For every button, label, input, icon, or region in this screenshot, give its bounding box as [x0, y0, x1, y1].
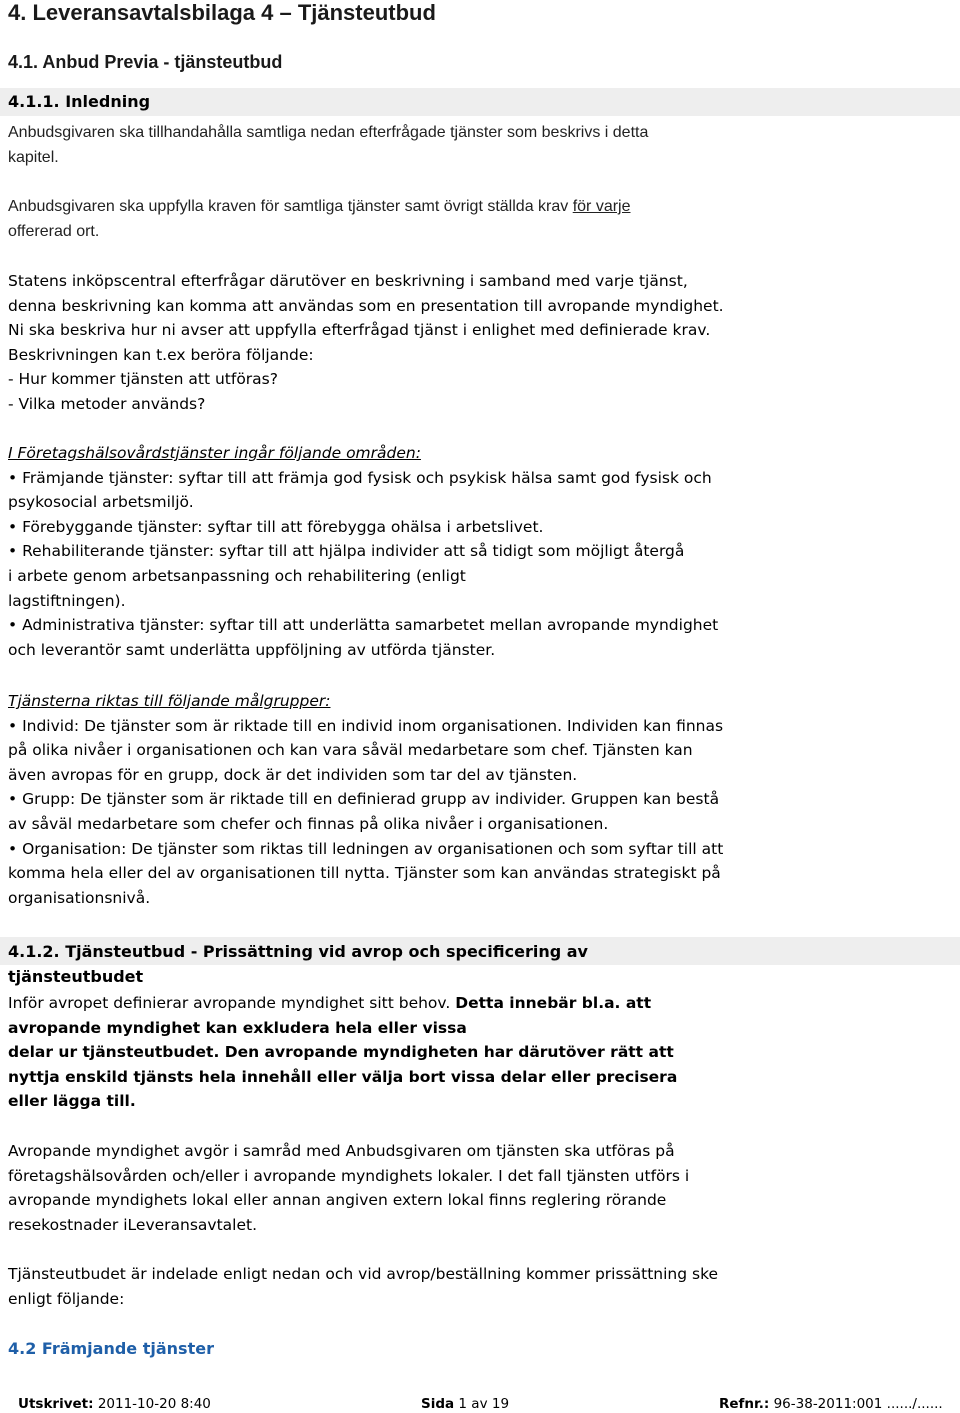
list-item: • Individ: De tjänster som är riktade till en individ inom organisationen. Individen kan finnas på olika nivåer i organisationen och kan vara såväl medarbetare som chef. Tjänsten kan även avropas för en grupp, dock är det individen som tar del av tjänsten. — [8, 716, 724, 784]
list-item: • Förebyggande tjänster: syftar till att förebygga ohälsa i arbetslivet. — [8, 517, 544, 536]
footer-page-value: 1 av 19 — [454, 1396, 510, 1412]
pricing-paragraph — [8, 991, 960, 1114]
services-list — [8, 441, 960, 662]
footer-printed-label: Utskrivet: — [18, 1396, 94, 1412]
list-item: • Främjande tjänster: syftar till att främja god fysisk och psykisk hälsa samt god fysisk och psykosocial arbetsmiljö. — [8, 468, 712, 512]
document-title: 4. Leveransavtalsbilaga 4 – Tjänsteutbud — [8, 0, 436, 25]
section-title: 4.1. Anbud Previa - tjänsteutbud — [8, 52, 283, 72]
requirement-text — [8, 195, 960, 220]
footer-ref-label: Refnr.: — [719, 1396, 770, 1412]
heading-411: 4.1.1. Inledning — [8, 92, 151, 111]
intro-text: Anbudsgivaren ska tillhandahålla samtliga nedan efterfrågade tjänster som beskrivs i detta kapitel. — [8, 124, 649, 166]
requirement-text-a: Anbudsgivaren ska uppfylla kraven för samtliga tjänster samt övrigt ställda krav — [8, 198, 573, 215]
pricing-text-bold-2: Den avropande myndigheten har därutöver rätt att nyttja enskild tjänsts hela innehåll eller välja bort vissa delar eller precisera eller lägga till. — [8, 1043, 678, 1111]
structure-paragraph — [8, 1262, 960, 1311]
requirement-text-underlined: för varje — [572, 198, 631, 215]
footer-printed-value: 2011-10-20 8:40 — [93, 1396, 211, 1412]
footer-page — [421, 1395, 509, 1413]
page-footer — [0, 1395, 960, 1413]
footer-page-label: Sida — [421, 1396, 455, 1412]
list-item: • Administrativa tjänster: syftar till att underlätta samarbetet mellan avropande myndighet och leverantör samt underlätta uppföljning av utförda tjänster. — [8, 616, 719, 659]
location-text: Avropande myndighet avgör i samråd med Anbudsgivaren om tjänsten ska utföras på företagshälsovården och/eller i avropande myndighets lokaler. I det fall tjänsten utförs i avropande myndighets lokal eller annan angiven extern lokal finns reglering rörande resekostnader iLeveransavtalet. — [8, 1142, 690, 1234]
list-item: • Grupp: De tjänster som är riktade till en definierad grupp av individer. Gruppen kan bestå av såväl medarbetare som chefer och finnas på olika nivåer i organisationen. — [8, 790, 720, 833]
heading-412: 4.1.2. Tjänsteutbud - Prissättning vid avrop och specificering av tjänsteutbudet — [8, 942, 588, 986]
requirement-text-b: offererad ort. — [8, 222, 100, 240]
description-paragraph — [8, 269, 960, 417]
pricing-text-bold-1: Detta innebär bl.a. att avropande myndighet kan exkludera hela eller vissa delar ur tjänsteutbudet. — [8, 994, 652, 1062]
list-item: • Organisation: De tjänster som riktas till ledningen av organisationen och som syftar till att komma hela eller del av organisationen till nytta. Tjänster som kan användas strategiskt på organisationsnivå. — [8, 839, 724, 907]
intro-paragraph — [8, 121, 960, 170]
structure-text: Tjänsteutbudet är indelade enligt nedan och vid avrop/beställning kommer prissättning ske enligt följande: — [8, 1265, 719, 1308]
heading-42: 4.2 Främjande tjänster — [8, 1339, 214, 1358]
services-heading: I Företagshälsovårdstjänster ingår följande områden: — [8, 444, 421, 462]
footer-printed — [18, 1395, 211, 1413]
footer-ref-value: 96-38-2011:001 ....../...... — [769, 1396, 943, 1412]
description-text: Statens inköpscentral efterfrågar därutöver en beskrivning i samband med varje tjänst, denna beskrivning kan komma att användas som en presentation till avropande myndighet. Ni ska beskriva hur ni avser att uppfylla efterfrågad tjänst i enlighet med definierade krav. Beskrivningen kan t.ex beröra följande: - Hur kommer tjänsten att utföras? - Vilka metoder används? — [8, 272, 724, 413]
pricing-text — [8, 991, 960, 1114]
location-paragraph — [8, 1139, 960, 1237]
targets-list — [8, 689, 960, 910]
pricing-text-normal: Inför avropet definierar avropande myndighet sitt behov. — [8, 994, 456, 1012]
targets-heading: Tjänsterna riktas till följande målgrupper: — [8, 692, 331, 710]
requirement-paragraph — [8, 195, 960, 244]
list-item: • Rehabiliterande tjänster: syftar till att hjälpa individer att så tidigt som möjligt återgå i arbete genom arbetsanpassning och rehabilitering (enligt lagstiftningen). — [8, 542, 685, 610]
footer-ref — [719, 1395, 943, 1413]
